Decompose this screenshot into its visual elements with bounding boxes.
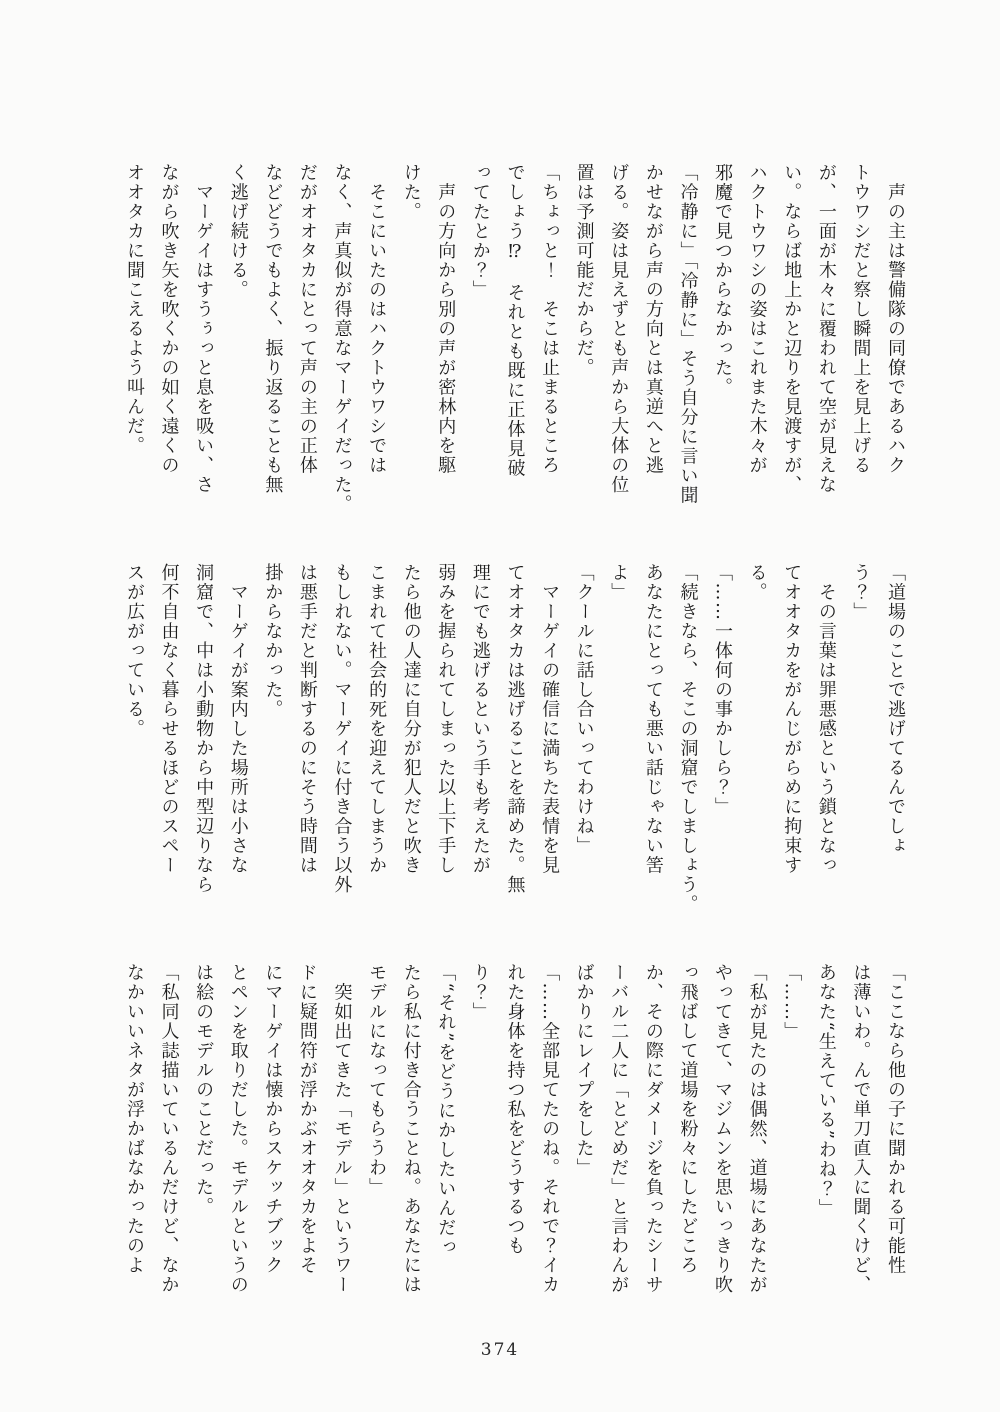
text-line: オオタカに聞こえるよう叫んだ。 [123,163,145,456]
text-line: てオオタカは逃げることを諦めた。無 [504,563,526,895]
text-line: 理にでも逃げるという手も考えたが [469,563,491,875]
text-line: う？」 [850,563,872,622]
text-line: そこにいたのはハクトウワシでは [366,163,388,475]
text-line: っ飛ばして道場を粉々にしたどころ [677,963,699,1275]
text-line: てオオタカをがんじがらめに拘束す [781,563,803,875]
text-line: 「道場のことで逃げてるんでしょ [885,563,906,856]
text-line: 洞窟で、中は小動物から中型辺りなら [193,563,215,895]
text-line: よ」 [608,563,630,602]
text-block-bottom [116,963,912,1293]
text-line: 「ちょっと！ そこは止まるところ [539,163,561,475]
text-line: なく、声真似が得意なマーゲイだった。 [331,163,353,514]
text-line: マーゲイの確信に満ちた表情を見 [539,563,561,875]
text-line: く逃げ続ける。 [227,163,249,300]
text-line: 「続きなら、そこの洞窟でしましょう。 [677,563,699,914]
text-line: かせながら声の方向とは真逆へと逃 [642,163,664,475]
text-line: スが広がっている。 [123,563,145,739]
text-line: あなたにとっても悪い話じゃない筈 [642,563,664,875]
text-line: その言葉は罪悪感という鎖となっ [815,563,837,875]
text-line: 弱みを握られてしまった以上下手し [435,563,457,875]
text-line: 声の主は警備隊の同僚であるハク [885,163,906,475]
page-number: 374 [480,1340,520,1360]
text-line: 「……全部見てたのね。それで？イカ [539,963,561,1295]
text-line: トウワシだと察し瞬間上を見上げる [850,163,872,475]
text-line: こまれて社会的死を迎えてしまうか [366,563,388,875]
text-line: けた。 [400,163,422,222]
text-line: 「“それ”をどうにかしたいんだっ [435,963,457,1258]
text-line: なかいいネタが浮かばなかったのよ [123,963,145,1275]
text-line: 突如出てきた「モデル」というワー [331,963,353,1295]
text-block-middle [116,563,912,914]
text-line: マーゲイはすうぅっと息を吸い、さ [193,163,215,495]
text-line: ながら吹き矢を吹くかの如く遠くの [158,163,180,475]
text-line: 何不自由なく暮らせるほどのスペー [158,563,180,875]
text-line: 「冷静に」「冷静に」そう自分に言い聞 [677,163,699,505]
text-line: とペンを取りだした。モデルというの [227,963,249,1295]
text-line: たら他の人達に自分が犯人だと吹き [400,563,422,875]
text-line: ハクトウワシの姿はこれまた木々が [746,163,768,475]
text-line: もしれない。マーゲイに付き合う以外 [331,563,353,895]
text-line: だがオオタカにとって声の主の正体 [296,163,318,475]
text-line: 「私が見たのは偶然、道場にあなたが [746,963,768,1295]
text-line: り？」 [469,963,491,1022]
text-line: は絵のモデルのことだった。 [193,963,215,1217]
text-line: たら私に付き合うことね。あなたには [400,963,422,1295]
text-line: モデルになってもらうわ」 [366,963,388,1197]
text-line: 「私同人誌描いているんだけど、なか [158,963,180,1295]
text-line: やってきて、マジムンを思いっきり吹 [712,963,734,1295]
text-line: マーゲイが案内した場所は小さな [227,563,249,875]
text-line: などどうでもよく、振り返ることも無 [262,163,284,495]
text-line: は薄いわ。んで単刀直入に聞くけど、 [850,963,872,1295]
text-line: 置は予測可能だからだ。 [573,163,595,378]
text-line: ドに疑問符が浮かぶオオタカをよそ [296,963,318,1275]
text-line: か、その際にダメージを負ったシーサ [642,963,664,1295]
text-line: ーバル二人に「とどめだ」と言わんが [608,963,630,1295]
text-line: 「ここなら他の子に聞かれる可能性 [885,963,906,1275]
text-line: る。 [746,563,768,602]
text-line: 掛からなかった。 [262,563,284,719]
text-line: は悪手だと判断するのにそう時間は [296,563,318,875]
text-line: にマーゲイは懐からスケッチブック [262,963,284,1275]
text-line: ってたとか？」 [469,163,491,300]
text-line: げる。姿は見えずとも声から大体の位 [608,163,630,495]
text-line: れた身体を持つ私をどうするつも [504,963,526,1256]
text-line: が、一面が木々に覆われて空が見えな [815,163,837,495]
text-line: 声の方向から別の声が密林内を駆 [435,163,457,475]
text-line: 「クールに話し合いってわけね」 [573,563,595,856]
text-line: 「……」 [781,963,803,1041]
text-line: 「……一体何の事かしら？」 [712,563,734,817]
text-line: あなた“生えている”わね？」 [815,963,837,1219]
text-line: でしょう⁉ それとも既に正体見破 [504,163,526,478]
text-line: ばかりにレイプをした」 [573,963,595,1178]
text-line: い。ならば地上かと辺りを見渡すが、 [781,163,803,495]
text-block-top [116,163,912,514]
text-line: 邪魔で見つからなかった。 [712,163,734,397]
